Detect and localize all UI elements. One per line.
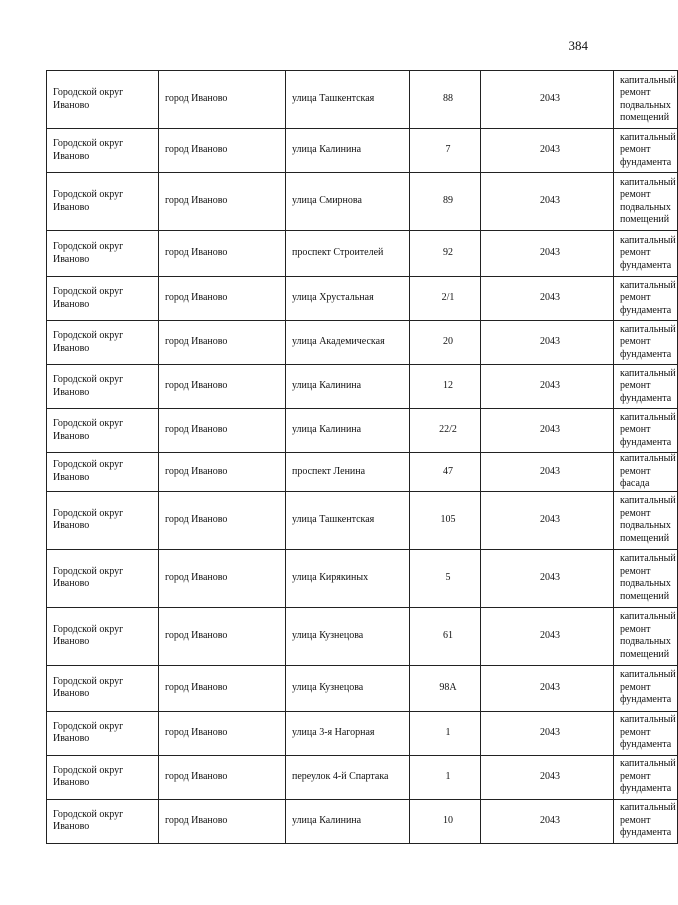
table-row <box>47 231 678 277</box>
district-cell: Городской округ Иваново <box>47 277 159 321</box>
city-cell: город Иваново <box>159 231 286 277</box>
house-number-cell: 7 <box>410 129 481 173</box>
year-cell: 2043 <box>481 607 614 665</box>
city-cell: город Иваново <box>159 71 286 129</box>
district-cell: Городской округ Иваново <box>47 321 159 365</box>
year-cell: 2043 <box>481 231 614 277</box>
house-number-cell: 22/2 <box>410 409 481 453</box>
table-row <box>47 755 678 799</box>
district-cell: Городской округ Иваново <box>47 453 159 492</box>
city-cell: город Иваново <box>159 365 286 409</box>
table-row <box>47 711 678 755</box>
work-type-cell: капитальный ремонт фундамента <box>614 409 678 453</box>
city-cell: город Иваново <box>159 453 286 492</box>
work-type-cell: капитальный ремонт фундамента <box>614 365 678 409</box>
work-type-cell: капитальный ремонт фундамента <box>614 755 678 799</box>
year-cell: 2043 <box>481 453 614 492</box>
year-cell: 2043 <box>481 409 614 453</box>
table-row <box>47 665 678 711</box>
table-row <box>47 607 678 665</box>
work-type-cell: капитальный ремонт фасада <box>614 453 678 492</box>
city-cell: город Иваново <box>159 277 286 321</box>
year-cell: 2043 <box>481 71 614 129</box>
work-type-cell: капитальный ремонт фундамента <box>614 665 678 711</box>
street-cell: улица Калинина <box>286 409 410 453</box>
table-row <box>47 799 678 843</box>
street-cell: улица Ташкентская <box>286 491 410 549</box>
city-cell: город Иваново <box>159 321 286 365</box>
records-table <box>46 70 678 844</box>
year-cell: 2043 <box>481 549 614 607</box>
year-cell: 2043 <box>481 365 614 409</box>
work-type-cell: капитальный ремонт подвальных помещений <box>614 491 678 549</box>
house-number-cell: 2/1 <box>410 277 481 321</box>
house-number-cell: 88 <box>410 71 481 129</box>
district-cell: Городской округ Иваново <box>47 799 159 843</box>
house-number-cell: 1 <box>410 755 481 799</box>
house-number-cell: 98А <box>410 665 481 711</box>
work-type-cell: капитальный ремонт фундамента <box>614 799 678 843</box>
table-row <box>47 365 678 409</box>
page-number: 384 <box>568 38 588 53</box>
work-type-cell: капитальный ремонт фундамента <box>614 129 678 173</box>
table-row <box>47 277 678 321</box>
table-body <box>47 71 678 844</box>
work-type-cell: капитальный ремонт фундамента <box>614 321 678 365</box>
year-cell: 2043 <box>481 491 614 549</box>
table-row <box>47 549 678 607</box>
street-cell: улица Смирнова <box>286 173 410 231</box>
district-cell: Городской округ Иваново <box>47 607 159 665</box>
house-number-cell: 105 <box>410 491 481 549</box>
street-cell: улица Академическая <box>286 321 410 365</box>
street-cell: улица Калинина <box>286 129 410 173</box>
district-cell: Городской округ Иваново <box>47 491 159 549</box>
street-cell: улица Кузнецова <box>286 665 410 711</box>
district-cell: Городской округ Иваново <box>47 549 159 607</box>
city-cell: город Иваново <box>159 665 286 711</box>
house-number-cell: 61 <box>410 607 481 665</box>
street-cell: улица Калинина <box>286 799 410 843</box>
district-cell: Городской округ Иваново <box>47 409 159 453</box>
street-cell: переулок 4-й Спартака <box>286 755 410 799</box>
street-cell: улица Калинина <box>286 365 410 409</box>
district-cell: Городской округ Иваново <box>47 755 159 799</box>
street-cell: улица Ташкентская <box>286 71 410 129</box>
table-row <box>47 129 678 173</box>
district-cell: Городской округ Иваново <box>47 711 159 755</box>
house-number-cell: 12 <box>410 365 481 409</box>
year-cell: 2043 <box>481 799 614 843</box>
street-cell: улица Кирякиных <box>286 549 410 607</box>
house-number-cell: 1 <box>410 711 481 755</box>
work-type-cell: капитальный ремонт подвальных помещений <box>614 173 678 231</box>
work-type-cell: капитальный ремонт подвальных помещений <box>614 549 678 607</box>
street-cell: проспект Ленина <box>286 453 410 492</box>
city-cell: город Иваново <box>159 711 286 755</box>
work-type-cell: капитальный ремонт фундамента <box>614 231 678 277</box>
table-row <box>47 173 678 231</box>
table-row <box>47 71 678 129</box>
house-number-cell: 92 <box>410 231 481 277</box>
house-number-cell: 89 <box>410 173 481 231</box>
district-cell: Городской округ Иваново <box>47 71 159 129</box>
work-type-cell: капитальный ремонт подвальных помещений <box>614 71 678 129</box>
house-number-cell: 20 <box>410 321 481 365</box>
work-type-cell: капитальный ремонт фундамента <box>614 277 678 321</box>
year-cell: 2043 <box>481 711 614 755</box>
work-type-cell: капитальный ремонт подвальных помещений <box>614 607 678 665</box>
city-cell: город Иваново <box>159 549 286 607</box>
street-cell: улица Хрустальная <box>286 277 410 321</box>
street-cell: улица 3-я Нагорная <box>286 711 410 755</box>
district-cell: Городской округ Иваново <box>47 665 159 711</box>
city-cell: город Иваново <box>159 173 286 231</box>
district-cell: Городской округ Иваново <box>47 231 159 277</box>
table-row <box>47 409 678 453</box>
table-row <box>47 321 678 365</box>
year-cell: 2043 <box>481 277 614 321</box>
city-cell: город Иваново <box>159 755 286 799</box>
house-number-cell: 5 <box>410 549 481 607</box>
year-cell: 2043 <box>481 321 614 365</box>
year-cell: 2043 <box>481 129 614 173</box>
city-cell: город Иваново <box>159 491 286 549</box>
year-cell: 2043 <box>481 173 614 231</box>
street-cell: улица Кузнецова <box>286 607 410 665</box>
city-cell: город Иваново <box>159 799 286 843</box>
street-cell: проспект Строителей <box>286 231 410 277</box>
year-cell: 2043 <box>481 665 614 711</box>
year-cell: 2043 <box>481 755 614 799</box>
district-cell: Городской округ Иваново <box>47 129 159 173</box>
house-number-cell: 47 <box>410 453 481 492</box>
district-cell: Городской округ Иваново <box>47 173 159 231</box>
city-cell: город Иваново <box>159 607 286 665</box>
table-row <box>47 453 678 492</box>
city-cell: город Иваново <box>159 409 286 453</box>
work-type-cell: капитальный ремонт фундамента <box>614 711 678 755</box>
city-cell: город Иваново <box>159 129 286 173</box>
district-cell: Городской округ Иваново <box>47 365 159 409</box>
house-number-cell: 10 <box>410 799 481 843</box>
table-row <box>47 491 678 549</box>
